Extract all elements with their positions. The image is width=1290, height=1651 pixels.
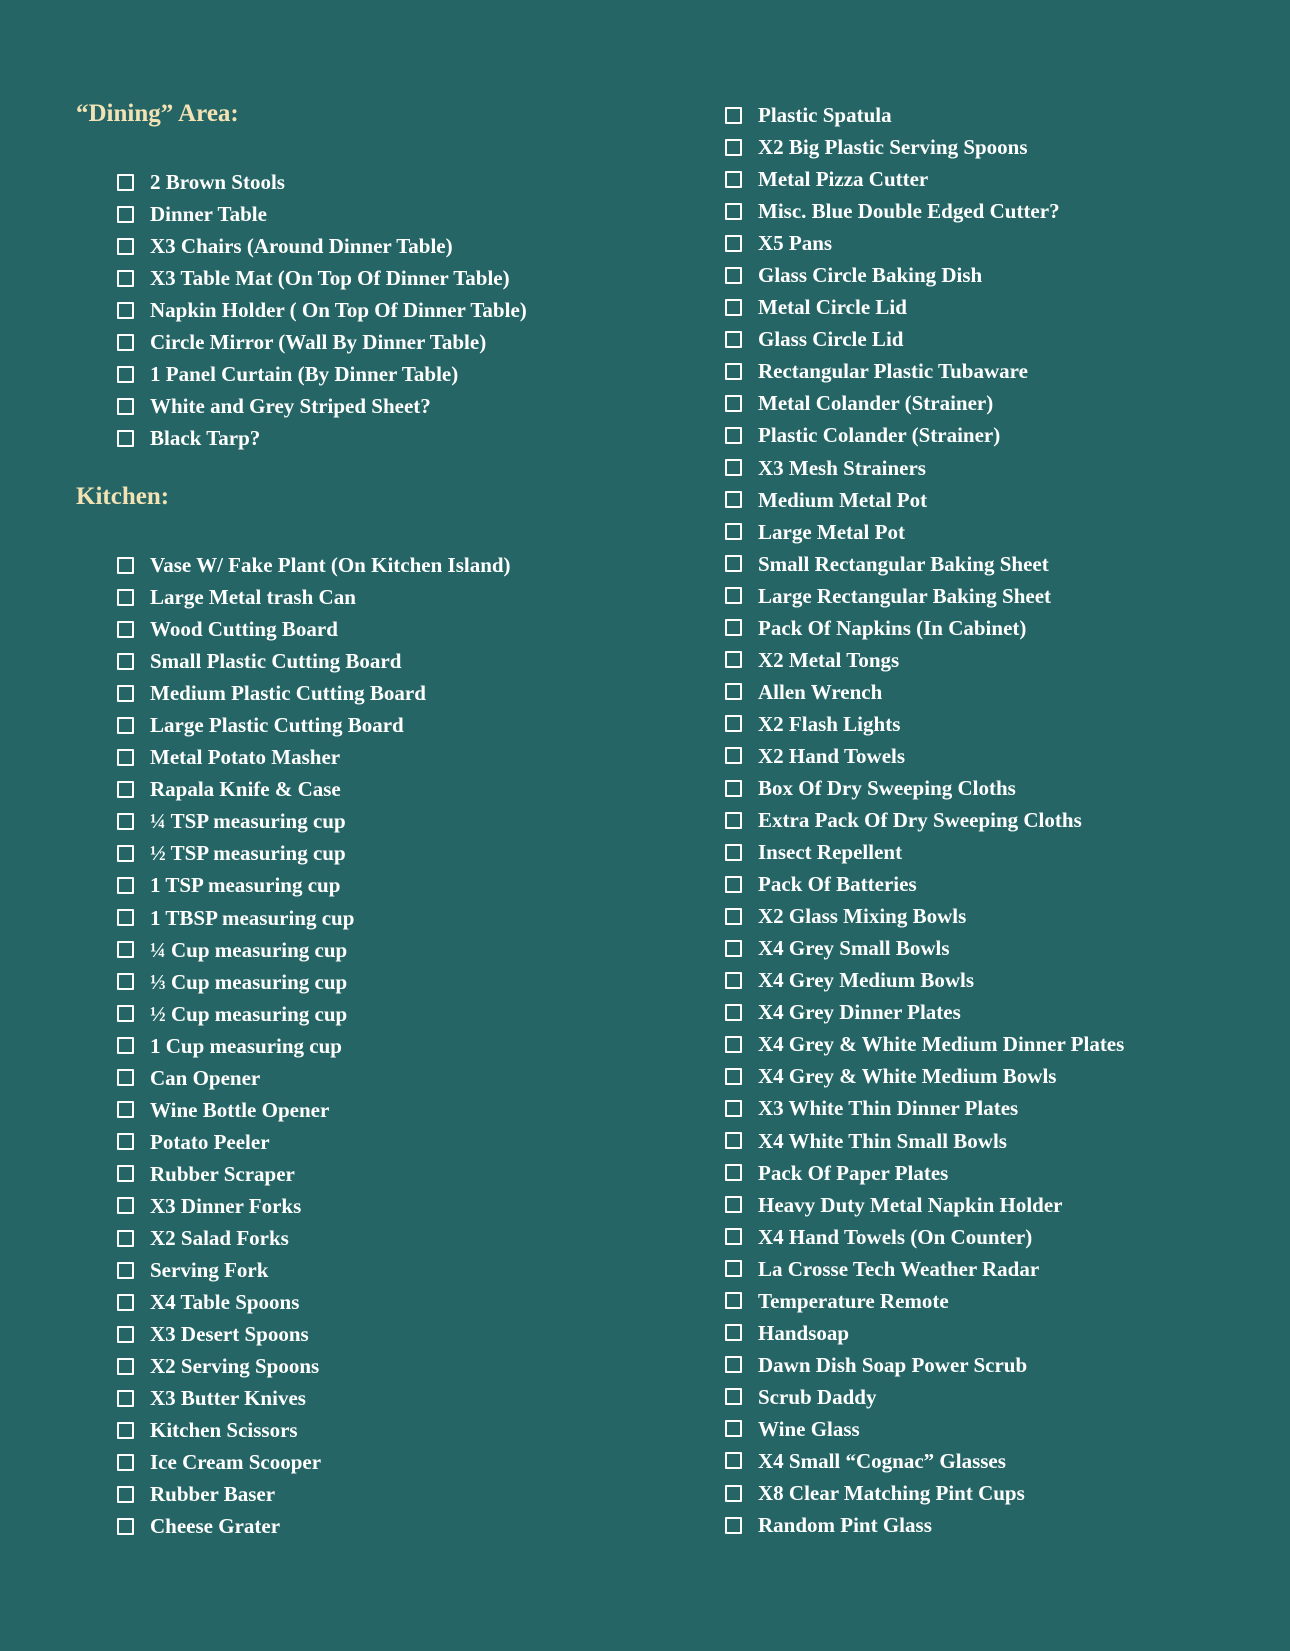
checklist-item-label: Wood Cutting Board [150, 617, 338, 642]
checkbox-icon[interactable] [725, 107, 742, 124]
checkbox-icon[interactable] [117, 1518, 134, 1535]
checklist-item[interactable] [117, 1222, 511, 1254]
checkbox-icon[interactable] [117, 1390, 134, 1407]
checklist-item[interactable] [117, 422, 527, 454]
checklist-item[interactable] [117, 1254, 511, 1286]
checklist-item-label: Wine Glass [758, 1416, 860, 1441]
checkbox-icon[interactable] [725, 1292, 742, 1309]
checklist-item-label: Rubber Scraper [150, 1161, 295, 1186]
checkbox-icon[interactable] [725, 619, 742, 636]
checklist-item[interactable] [117, 677, 511, 709]
checklist-item[interactable] [725, 1445, 1124, 1477]
checklist-item-label: 1 Cup measuring cup [150, 1033, 342, 1058]
checklist-item[interactable] [725, 259, 1124, 291]
checklist-item-label: Dinner Table [150, 202, 267, 227]
checklist-item[interactable] [117, 1414, 511, 1446]
checklist-item-label: X2 Metal Tongs [758, 647, 900, 672]
checklist-item-label: Large Metal trash Can [150, 585, 356, 610]
checklist-item-label: Pack Of Paper Plates [758, 1160, 949, 1185]
checklist-item-label: 1 TBSP measuring cup [150, 905, 355, 930]
checklist-item[interactable] [725, 387, 1124, 419]
checkbox-icon[interactable] [725, 1420, 742, 1437]
checkbox-icon[interactable] [117, 1486, 134, 1503]
checklist-item[interactable] [725, 355, 1124, 387]
checklist-item-label: X4 Grey & White Medium Bowls [758, 1064, 1057, 1089]
checklist-item-label: ½ TSP measuring cup [150, 841, 346, 866]
checklist-item[interactable] [117, 837, 511, 869]
checkbox-icon[interactable] [725, 1196, 742, 1213]
checklist-item[interactable] [117, 1510, 511, 1542]
checkbox-icon[interactable] [725, 715, 742, 732]
checklist-item[interactable] [725, 99, 1124, 131]
checkbox-icon[interactable] [725, 587, 742, 604]
checkbox-icon[interactable] [117, 909, 134, 926]
checkbox-icon[interactable] [117, 1358, 134, 1375]
checklist-item[interactable] [117, 1126, 511, 1158]
checkbox-icon[interactable] [117, 270, 134, 287]
checklist-item-label: X5 Pans [758, 231, 833, 256]
checklist-item-label: ¼ Cup measuring cup [150, 937, 348, 962]
checklist-item-label: Large Rectangular Baking Sheet [758, 583, 1052, 608]
checklist-item-label: Metal Circle Lid [758, 295, 907, 320]
checkbox-icon[interactable] [117, 1197, 134, 1214]
checklist-item-label: Plastic Spatula [758, 103, 892, 128]
checklist-item-label: Serving Fork [150, 1258, 269, 1283]
checkbox-icon[interactable] [117, 1101, 134, 1118]
checklist-item-label: Misc. Blue Double Edged Cutter? [758, 199, 1060, 224]
checklist-item-label: X3 Table Mat (On Top Of Dinner Table) [150, 266, 510, 291]
checkbox-icon[interactable] [117, 302, 134, 319]
checkbox-icon[interactable] [725, 972, 742, 989]
checkbox-icon[interactable] [725, 299, 742, 316]
checkbox-icon[interactable] [117, 430, 134, 447]
checklist-item-label: Large Metal Pot [758, 519, 905, 544]
checkbox-icon[interactable] [725, 523, 742, 540]
checklist-item[interactable] [725, 1349, 1124, 1381]
checkbox-icon[interactable] [725, 1485, 742, 1502]
checklist-item-label: Can Opener [150, 1065, 261, 1090]
checklist-item-label: Wine Bottle Opener [150, 1097, 330, 1122]
checkbox-icon[interactable] [117, 1294, 134, 1311]
checklist-item[interactable] [725, 1028, 1124, 1060]
checklist-item[interactable] [725, 419, 1124, 451]
checklist-item-label: Circle Mirror (Wall By Dinner Table) [150, 330, 487, 355]
checklist-item[interactable] [725, 1413, 1124, 1445]
checkbox-icon[interactable] [725, 139, 742, 156]
checklist-item-label: X2 Hand Towels [758, 743, 906, 768]
checkbox-icon[interactable] [725, 651, 742, 668]
checkbox-icon[interactable] [725, 363, 742, 380]
checklist-item[interactable] [725, 708, 1124, 740]
checklist-item-label: Pack Of Napkins (In Cabinet) [758, 615, 1027, 640]
checkbox-icon[interactable] [117, 781, 134, 798]
checklist-item[interactable] [725, 1285, 1124, 1317]
checklist-item[interactable] [725, 996, 1124, 1028]
checklist-item[interactable] [725, 1477, 1124, 1509]
checklist-item-label: ½ Cup measuring cup [150, 1001, 348, 1026]
checkbox-icon[interactable] [117, 366, 134, 383]
checklist-item-label: Handsoap [758, 1320, 850, 1345]
checklist-item[interactable] [725, 1060, 1124, 1092]
checklist-item[interactable] [725, 964, 1124, 996]
checklist-item-label: Black Tarp? [150, 426, 261, 451]
checklist-item[interactable] [117, 1190, 511, 1222]
checklist-item[interactable] [117, 294, 527, 326]
checkbox-icon[interactable] [117, 813, 134, 830]
checklist-item[interactable] [725, 291, 1124, 323]
checklist-item[interactable] [725, 644, 1124, 676]
dining-checklist [117, 166, 527, 454]
checkbox-icon[interactable] [117, 1005, 134, 1022]
kitchen-heading: Kitchen: [76, 483, 170, 510]
checklist-item[interactable] [117, 581, 511, 613]
checklist-item-label: X4 White Thin Small Bowls [758, 1128, 1007, 1153]
checklist-item[interactable] [725, 163, 1124, 195]
checkbox-icon[interactable] [725, 1164, 742, 1181]
checkbox-icon[interactable] [117, 717, 134, 734]
checklist-item[interactable] [725, 804, 1124, 836]
checklist-item[interactable] [725, 676, 1124, 708]
checkbox-icon[interactable] [117, 973, 134, 990]
checkbox-icon[interactable] [725, 331, 742, 348]
checklist-item-label: X3 Mesh Strainers [758, 455, 926, 480]
checklist-item[interactable] [725, 580, 1124, 612]
checklist-item-label: X3 White Thin Dinner Plates [758, 1096, 1019, 1121]
checklist-item[interactable] [117, 902, 511, 934]
checkbox-icon[interactable] [725, 844, 742, 861]
checklist-item-label: Allen Wrench [758, 679, 883, 704]
checkbox-icon[interactable] [117, 877, 134, 894]
checklist-item-label: Scrub Daddy [758, 1384, 877, 1409]
checklist-item[interactable] [117, 709, 511, 741]
checkbox-icon[interactable] [725, 1388, 742, 1405]
checklist-item[interactable] [117, 390, 527, 422]
checklist-item-label: Medium Plastic Cutting Board [150, 681, 426, 706]
checklist-item[interactable] [117, 645, 511, 677]
checklist-item-label: X3 Dinner Forks [150, 1193, 302, 1218]
checklist-item-label: ¼ TSP measuring cup [150, 809, 346, 834]
checkbox-icon[interactable] [725, 395, 742, 412]
checkbox-icon[interactable] [725, 1100, 742, 1117]
checklist-item-label: Plastic Colander (Strainer) [758, 423, 1001, 448]
checklist-item[interactable] [117, 198, 527, 230]
checklist-item[interactable] [725, 452, 1124, 484]
checklist-item[interactable] [117, 869, 511, 901]
checklist-item-label: Rectangular Plastic Tubaware [758, 359, 1028, 384]
checkbox-icon[interactable] [117, 206, 134, 223]
checklist-item[interactable] [117, 773, 511, 805]
checklist-item[interactable] [725, 1253, 1124, 1285]
checklist-item-label: 2 Brown Stools [150, 170, 285, 195]
checkbox-icon[interactable] [117, 653, 134, 670]
checklist-item-label: Dawn Dish Soap Power Scrub [758, 1352, 1028, 1377]
checklist-item-label: Rubber Baser [150, 1482, 276, 1507]
checkbox-icon[interactable] [117, 1326, 134, 1343]
checkbox-icon[interactable] [725, 1036, 742, 1053]
checkbox-icon[interactable] [725, 459, 742, 476]
checklist-item-label: X4 Grey & White Medium Dinner Plates [758, 1032, 1125, 1057]
checklist-item[interactable] [117, 549, 511, 581]
checkbox-icon[interactable] [117, 1454, 134, 1471]
checkbox-icon[interactable] [117, 1230, 134, 1247]
checklist-item-label: Rapala Knife & Case [150, 777, 341, 802]
checklist-item-label: X3 Desert Spoons [150, 1322, 309, 1347]
checklist-item-label: Metal Potato Masher [150, 745, 341, 770]
checklist-item-label: Temperature Remote [758, 1288, 949, 1313]
checkbox-icon[interactable] [725, 876, 742, 893]
checklist-item[interactable] [725, 868, 1124, 900]
checkbox-icon[interactable] [725, 1132, 742, 1149]
checklist-item[interactable] [725, 836, 1124, 868]
checklist-item-label: Small Plastic Cutting Board [150, 649, 402, 674]
checklist-item-label: Medium Metal Pot [758, 487, 928, 512]
checkbox-icon[interactable] [725, 780, 742, 797]
dining-area-heading: “Dining” Area: [76, 100, 239, 127]
checkbox-icon[interactable] [725, 1452, 742, 1469]
checklist-item[interactable] [117, 1062, 511, 1094]
checkbox-icon[interactable] [117, 1262, 134, 1279]
checkbox-icon[interactable] [725, 491, 742, 508]
checklist-item[interactable] [117, 166, 527, 198]
checklist-item-label: Kitchen Scissors [150, 1418, 298, 1443]
checkbox-icon[interactable] [117, 334, 134, 351]
checklist-item[interactable] [725, 131, 1124, 163]
checklist-item[interactable] [725, 1125, 1124, 1157]
checklist-item-label: X4 Small “Cognac” Glasses [758, 1448, 1006, 1473]
checkbox-icon[interactable] [117, 1133, 134, 1150]
checklist-item-label: Insect Repellent [758, 840, 903, 865]
checkbox-icon[interactable] [117, 1069, 134, 1086]
checklist-item[interactable] [117, 998, 511, 1030]
checklist-item[interactable] [117, 230, 527, 262]
checkbox-icon[interactable] [117, 749, 134, 766]
checkbox-icon[interactable] [725, 171, 742, 188]
checklist-item[interactable] [725, 1509, 1124, 1541]
checklist-item[interactable] [117, 613, 511, 645]
checkbox-icon[interactable] [117, 1165, 134, 1182]
checkbox-icon[interactable] [725, 235, 742, 252]
checkbox-icon[interactable] [117, 1422, 134, 1439]
checkbox-icon[interactable] [117, 941, 134, 958]
checklist-item[interactable] [725, 484, 1124, 516]
checklist-item-label: X4 Hand Towels (On Counter) [758, 1224, 1033, 1249]
checkbox-icon[interactable] [725, 812, 742, 829]
checkbox-icon[interactable] [117, 589, 134, 606]
checklist-item[interactable] [117, 1446, 511, 1478]
checkbox-icon[interactable] [117, 845, 134, 862]
checklist-item[interactable] [117, 1030, 511, 1062]
checklist-item[interactable] [117, 1382, 511, 1414]
checklist-item-label: X4 Table Spoons [150, 1290, 300, 1315]
checkbox-icon[interactable] [725, 267, 742, 284]
checklist-item-label: X3 Butter Knives [150, 1386, 306, 1411]
checklist-item[interactable] [117, 358, 527, 390]
checklist-item-label: Napkin Holder ( On Top Of Dinner Table) [150, 298, 527, 323]
checklist-item[interactable] [725, 1092, 1124, 1124]
checklist-item[interactable] [725, 1317, 1124, 1349]
checkbox-icon[interactable] [725, 908, 742, 925]
checkbox-icon[interactable] [725, 1260, 742, 1277]
checkbox-icon[interactable] [725, 1356, 742, 1373]
checklist-item-label: Glass Circle Lid [758, 327, 904, 352]
checklist-item-label: Pack Of Batteries [758, 872, 917, 897]
checklist-item-label: Cheese Grater [150, 1514, 281, 1539]
checklist-item-label: X2 Salad Forks [150, 1226, 289, 1250]
checklist-item-label: Small Rectangular Baking Sheet [758, 551, 1049, 576]
checklist-item[interactable] [117, 934, 511, 966]
checklist-item-label: Ice Cream Scooper [150, 1450, 322, 1475]
checkbox-icon[interactable] [725, 1324, 742, 1341]
checklist-item[interactable] [117, 966, 511, 998]
checklist-item[interactable] [725, 323, 1124, 355]
checklist-item-label: X4 Grey Small Bowls [758, 936, 950, 961]
checklist-item-label: X4 Grey Medium Bowls [758, 968, 975, 993]
checklist-item[interactable] [725, 740, 1124, 772]
checkbox-icon[interactable] [725, 683, 742, 700]
checklist-item[interactable] [725, 1381, 1124, 1413]
checklist-item[interactable] [725, 1189, 1124, 1221]
checklist-item-label: Heavy Duty Metal Napkin Holder [758, 1192, 1063, 1217]
checklist-item-label: White and Grey Striped Sheet? [150, 394, 431, 419]
checklist-item[interactable] [725, 548, 1124, 580]
checklist-item-label: X8 Clear Matching Pint Cups [758, 1481, 1025, 1506]
checklist-item-label: Glass Circle Baking Dish [758, 263, 983, 288]
checkbox-icon[interactable] [725, 1228, 742, 1245]
checklist-item[interactable] [117, 326, 527, 358]
checklist-item[interactable] [725, 516, 1124, 548]
checkbox-icon[interactable] [117, 238, 134, 255]
checkbox-icon[interactable] [725, 555, 742, 572]
checklist-item[interactable] [725, 612, 1124, 644]
checklist-item-label: Extra Pack Of Dry Sweeping Cloths [758, 808, 1082, 833]
checkbox-icon[interactable] [725, 203, 742, 220]
checklist-item[interactable] [725, 195, 1124, 227]
checkbox-icon[interactable] [117, 621, 134, 638]
kitchen-checklist-continued [725, 99, 1124, 1541]
checklist-item-label: Vase W/ Fake Plant (On Kitchen Island) [150, 553, 511, 578]
checklist-item[interactable] [725, 932, 1124, 964]
checklist-item-label: Potato Peeler [150, 1129, 270, 1154]
checkbox-icon[interactable] [117, 685, 134, 702]
checklist-item-label: Box Of Dry Sweeping Cloths [758, 776, 1016, 800]
checklist-item-label: ⅓ Cup measuring cup [150, 969, 348, 994]
checklist-item-label: X2 Flash Lights [758, 711, 901, 736]
checklist-item[interactable] [117, 1158, 511, 1190]
checklist-item[interactable] [117, 262, 527, 294]
checklist-item-label: 1 Panel Curtain (By Dinner Table) [150, 362, 459, 387]
checkbox-icon[interactable] [725, 1517, 742, 1534]
checklist-item-label: Metal Pizza Cutter [758, 167, 929, 192]
checklist-item[interactable] [117, 1478, 511, 1510]
checklist-item[interactable] [117, 1318, 511, 1350]
checklist-item-label: X4 Grey Dinner Plates [758, 1000, 961, 1025]
checkbox-icon[interactable] [117, 398, 134, 415]
checkbox-icon[interactable] [117, 557, 134, 574]
checklist-item[interactable] [725, 227, 1124, 259]
checklist-item-label: Random Pint Glass [758, 1513, 932, 1538]
checklist-item-label: X2 Big Plastic Serving Spoons [758, 135, 1028, 160]
checklist-item-label: La Crosse Tech Weather Radar [758, 1256, 1040, 1281]
checklist-item-label: X2 Serving Spoons [150, 1354, 320, 1379]
checklist-item[interactable] [725, 772, 1124, 804]
checklist-item-label: Metal Colander (Strainer) [758, 391, 994, 416]
checkbox-icon[interactable] [117, 1037, 134, 1054]
checkbox-icon[interactable] [725, 1068, 742, 1085]
checkbox-icon[interactable] [725, 1004, 742, 1021]
checklist-item[interactable] [117, 741, 511, 773]
checklist-item-label: X2 Glass Mixing Bowls [758, 904, 967, 929]
kitchen-checklist [117, 549, 511, 1542]
checklist-item[interactable] [117, 1094, 511, 1126]
checkbox-icon[interactable] [725, 940, 742, 957]
checkbox-icon[interactable] [117, 174, 134, 191]
checklist-item-label: 1 TSP measuring cup [150, 873, 341, 898]
checkbox-icon[interactable] [725, 427, 742, 444]
checklist-item-label: Large Plastic Cutting Board [150, 713, 404, 738]
checklist-item[interactable] [117, 1350, 511, 1382]
checklist-item[interactable] [725, 1157, 1124, 1189]
checkbox-icon[interactable] [725, 747, 742, 764]
checklist-item[interactable] [117, 805, 511, 837]
checklist-item[interactable] [117, 1286, 511, 1318]
checklist-item[interactable] [725, 1221, 1124, 1253]
checklist-item[interactable] [725, 900, 1124, 932]
checklist-item-label: X3 Chairs (Around Dinner Table) [150, 234, 453, 259]
